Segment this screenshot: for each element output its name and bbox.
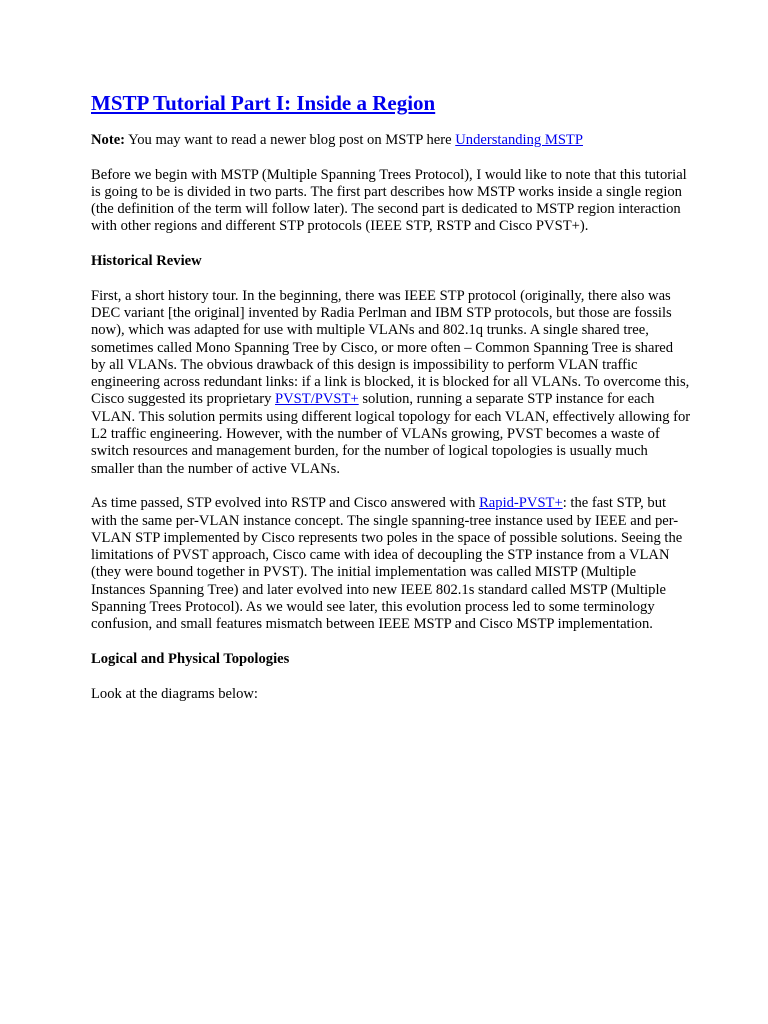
historical-p2-text-b: : the fast STP, but with the same per-VLAN instance concept. The single spanning-tree instance used by IEEE and per-VLAN STP implemented by Cisco represents two poles in the space of possible solutions. Seeing the limitations of PVST approach, Cisco came with idea of decoupling the STP instance from a VLAN (they were bound together in PVST). The initial implementation was called MISTP (Multiple Instances Spanning Tree) and later evolved into new IEEE 802.1s standard called MSTP (Multiple Spanning Trees Protocol). As we would see later, this evolution process led to some terminology confusion, and small features mismatch between IEEE MSTP and Cisco MSTP implementation. <box>91 495 683 633</box>
note-label: Note: <box>91 132 126 148</box>
historical-paragraph-1 <box>91 288 691 478</box>
pvst-link[interactable]: PVST/PVST+ <box>275 391 359 408</box>
historical-p1-text-b: solution, running a separate STP instance for each VLAN. This solution permits using different logical topology for each VLAN, effectively allowing for L2 traffic engineering. However, with the number of VLANs growing, PVST becomes a waste of switch resources and management burden, for the number of logical topologies is usually much smaller than the number of active VLANs. <box>91 391 691 477</box>
rapid-pvst-link[interactable]: Rapid-PVST+ <box>479 495 563 512</box>
historical-paragraph-2 <box>91 495 691 633</box>
historical-p2-text-a: As time passed, STP evolved into RSTP and Cisco answered with <box>91 495 480 512</box>
intro-paragraph: Before we begin with MSTP (Multiple Spanning Trees Protocol), I would like to note that this tutorial is going to be is divided in two parts. The first part describes how MSTP works inside a single region (the definition of the term will follow later). The second part is dedicated to MSTP region interaction with other regions and different STP protocols (IEEE STP, RSTP and Cisco PVST+). <box>91 166 687 235</box>
topologies-paragraph: Look at the diagrams below: <box>91 685 258 702</box>
title-link[interactable]: MSTP Tutorial Part I: Inside a Region <box>91 91 436 115</box>
understanding-mstp-link[interactable]: Understanding MSTP <box>455 132 583 148</box>
historical-p1-text-a: First, a short history tour. In the beginning, there was IEEE STP protocol (originally, there also was DEC variant [the original] invented by Radia Perlman and IBM STP protocols, but those are fossils now), which was adapted for use with multiple VLANs and 802.1q trunks. A single shared tree, sometimes called Mono Spanning Tree by Cisco, or more often – Common Spanning Tree is shared by all VLANs. The obvious drawback of this design is impossibility to perform VLAN traffic engineering across redundant links: if a link is blocked, it is blocked for all VLANs. To overcome this, Cisco suggested its proprietary <box>91 287 690 408</box>
note-text: You may want to read a newer blog post on MSTP here <box>125 132 456 148</box>
note-paragraph <box>91 132 691 149</box>
topologies-heading: Logical and Physical Topologies <box>91 650 290 667</box>
document-body <box>91 88 691 720</box>
page-title <box>91 88 691 118</box>
historical-review-heading: Historical Review <box>91 253 202 270</box>
